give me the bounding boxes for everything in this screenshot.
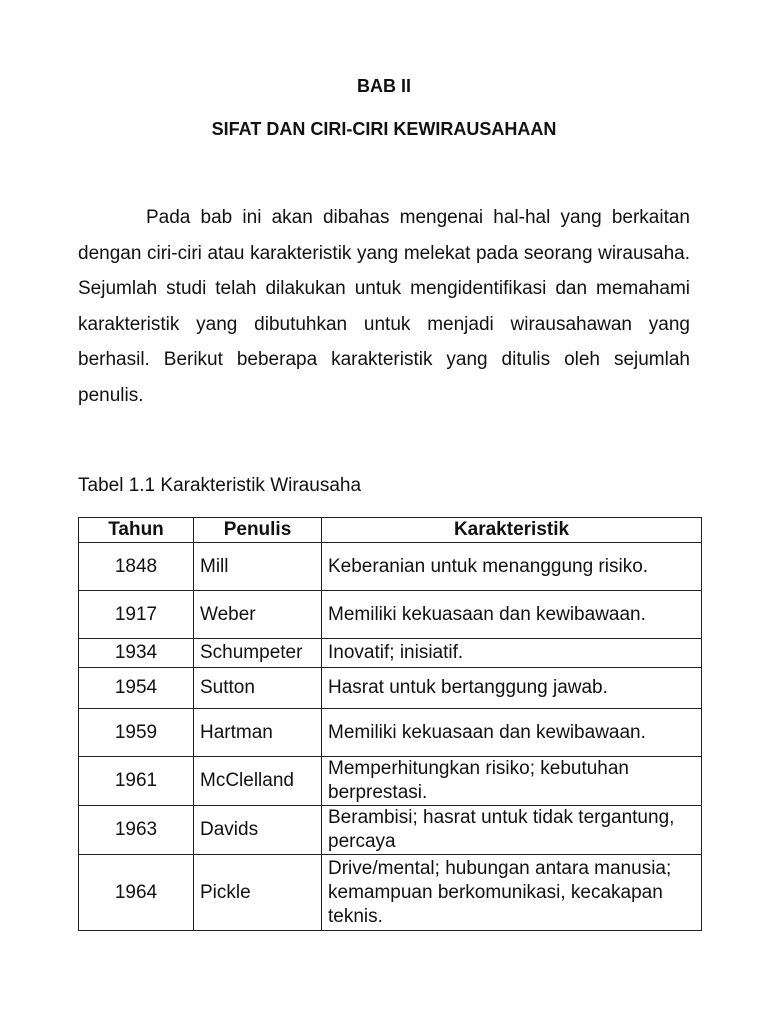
cell-author: Mill [194, 543, 322, 591]
cell-author: Weber [194, 591, 322, 639]
table-row [79, 591, 702, 639]
table-row [79, 806, 702, 855]
cell-year: 1848 [79, 543, 194, 591]
cell-author: McClelland [194, 757, 322, 806]
cell-year: 1934 [79, 639, 194, 668]
characteristics-table [78, 517, 702, 931]
table-caption: Tabel 1.1 Karakteristik Wirausaha [78, 475, 362, 496]
cell-year: 1954 [79, 668, 194, 709]
cell-trait: Memperhitungkan risiko; kebutuhan berprestasi. [322, 757, 702, 806]
cell-year: 1964 [79, 855, 194, 931]
chapter-title: SIFAT DAN CIRI-CIRI KEWIRAUSAHAAN [211, 119, 557, 139]
cell-year: 1961 [79, 757, 194, 806]
cell-author: Hartman [194, 709, 322, 757]
table-row [79, 668, 702, 709]
header-year: Tahun [79, 518, 194, 543]
table-row [79, 543, 702, 591]
cell-author: Davids [194, 806, 322, 855]
cell-trait: Berambisi; hasrat untuk tidak tergantung, percaya [322, 806, 702, 855]
intro-paragraph: Pada bab ini akan dibahas mengenai hal-hal yang berkaitan dengan ciri-ciri atau karakteristik yang melekat pada seorang wirausaha. Sejumlah studi telah dilakukan untuk mengidentifikasi dan memahami karakteristik yang dibutuhkan untuk menjadi wirausahawan yang berhasil. Berikut beberapa karakteristik yang ditulis oleh sejumlah penulis. [78, 207, 690, 406]
cell-trait: Hasrat untuk bertanggung jawab. [322, 668, 702, 709]
cell-author: Pickle [194, 855, 322, 931]
table-row [79, 709, 702, 757]
table-header-row [79, 518, 702, 543]
cell-trait: Memiliki kekuasaan dan kewibawaan. [322, 709, 702, 757]
cell-year: 1963 [79, 806, 194, 855]
chapter-label: BAB II [357, 76, 411, 96]
cell-trait: Drive/mental; hubungan antara manusia; kemampuan berkomunikasi, kecakapan teknis. [322, 855, 702, 931]
table-row [79, 855, 702, 931]
table-row [79, 757, 702, 806]
cell-author: Schumpeter [194, 639, 322, 668]
header-author: Penulis [194, 518, 322, 543]
cell-author: Sutton [194, 668, 322, 709]
cell-trait: Inovatif; inisiatif. [322, 639, 702, 668]
cell-trait: Keberanian untuk menanggung risiko. [322, 543, 702, 591]
table-row [79, 639, 702, 668]
cell-year: 1959 [79, 709, 194, 757]
header-trait: Karakteristik [322, 518, 702, 543]
cell-year: 1917 [79, 591, 194, 639]
cell-trait: Memiliki kekuasaan dan kewibawaan. [322, 591, 702, 639]
